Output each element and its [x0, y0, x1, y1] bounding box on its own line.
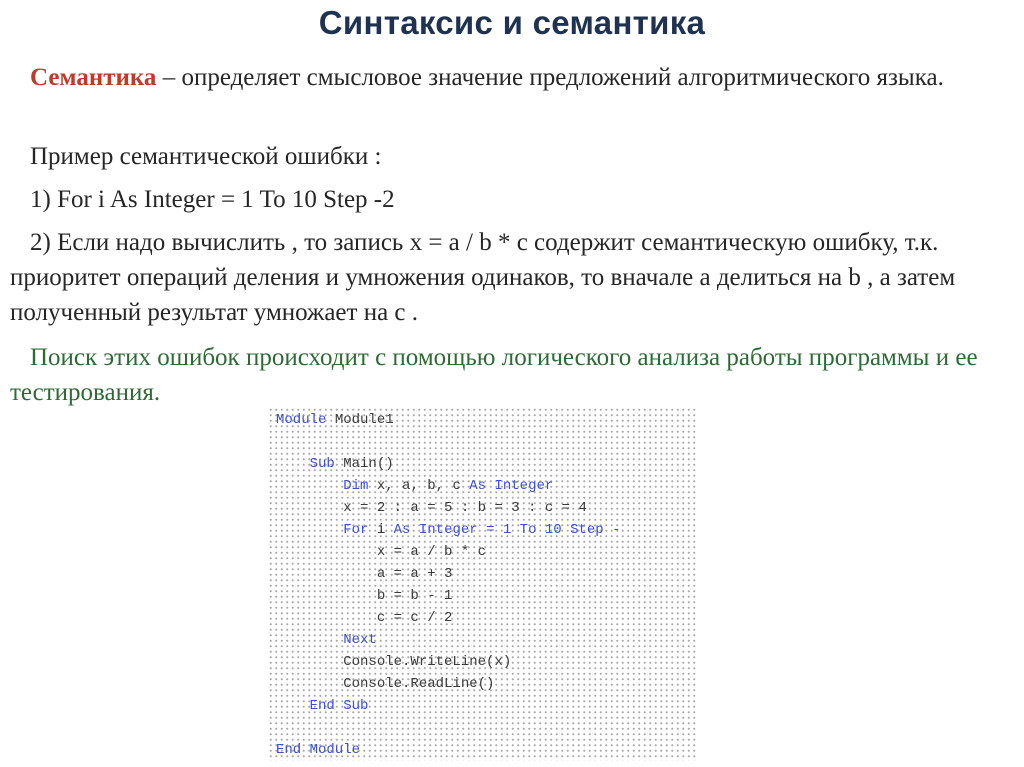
- definition-term: Семантика: [30, 64, 157, 91]
- example-heading: Пример семантической ошибки :: [30, 143, 382, 170]
- code-text: Main(): [334, 456, 394, 472]
- code-text: i: [368, 522, 394, 538]
- code-text: x = a / b * c: [376, 544, 487, 560]
- code-text: x = 2 : a = 5 : b = 3 : c = 4: [343, 500, 587, 516]
- code-text: x, a, b, c: [368, 478, 470, 494]
- code-line: [276, 499, 587, 517]
- slide-title: Синтаксис и семантика: [318, 4, 706, 41]
- code-keyword: End Sub: [309, 698, 369, 714]
- code-line: [276, 543, 486, 561]
- code-text: b = b - 1: [376, 588, 453, 604]
- code-keyword: Sub: [309, 456, 335, 472]
- code-line: [276, 675, 494, 693]
- code-line: [276, 609, 452, 627]
- code-line: [276, 653, 511, 671]
- code-text: Console.WriteLine(x): [343, 654, 512, 670]
- code-keyword: As Integer = 1 To 10 Step -: [393, 522, 621, 538]
- code-line: [276, 565, 452, 583]
- code-text: c = c / 2: [376, 610, 453, 626]
- code-line: [276, 477, 553, 495]
- code-text: Module1: [326, 412, 394, 428]
- code-keyword: As Integer: [469, 478, 554, 494]
- code-line: [276, 697, 368, 715]
- code-text: a = a + 3: [376, 566, 453, 582]
- example-one: 1) For i As Integer = 1 To 10 Step -2: [30, 186, 395, 213]
- code-line: [276, 631, 377, 649]
- code-keyword: End Module: [276, 742, 361, 758]
- code-line: [276, 521, 621, 539]
- code-keyword: Module: [276, 412, 327, 428]
- code-screenshot: [268, 407, 698, 761]
- code-keyword: Next: [343, 632, 377, 648]
- code-keyword: For: [343, 522, 369, 538]
- example-two: 2) Если надо вычислить , то запись x = a / b * c содержит семантическую ошибку, т.к. приоритет операций деления и умножения одинаков, то вначале a делиться на b , а затем полученный результат умножает на c .: [10, 229, 956, 326]
- conclusion-text: Поиск этих ошибок происходит с помощью логического анализа работы программы и ее тестирования.: [10, 344, 978, 406]
- code-line: [276, 587, 452, 605]
- code-text: Console.ReadLine(): [343, 676, 495, 692]
- code-line: [276, 741, 360, 759]
- code-line: [276, 455, 394, 473]
- definition-text: – определяет смысловое значение предложений алгоритмического языка.: [156, 64, 944, 91]
- code-line: [276, 411, 394, 429]
- definition-paragraph: [10, 60, 1014, 95]
- code-keyword: Dim: [343, 478, 369, 494]
